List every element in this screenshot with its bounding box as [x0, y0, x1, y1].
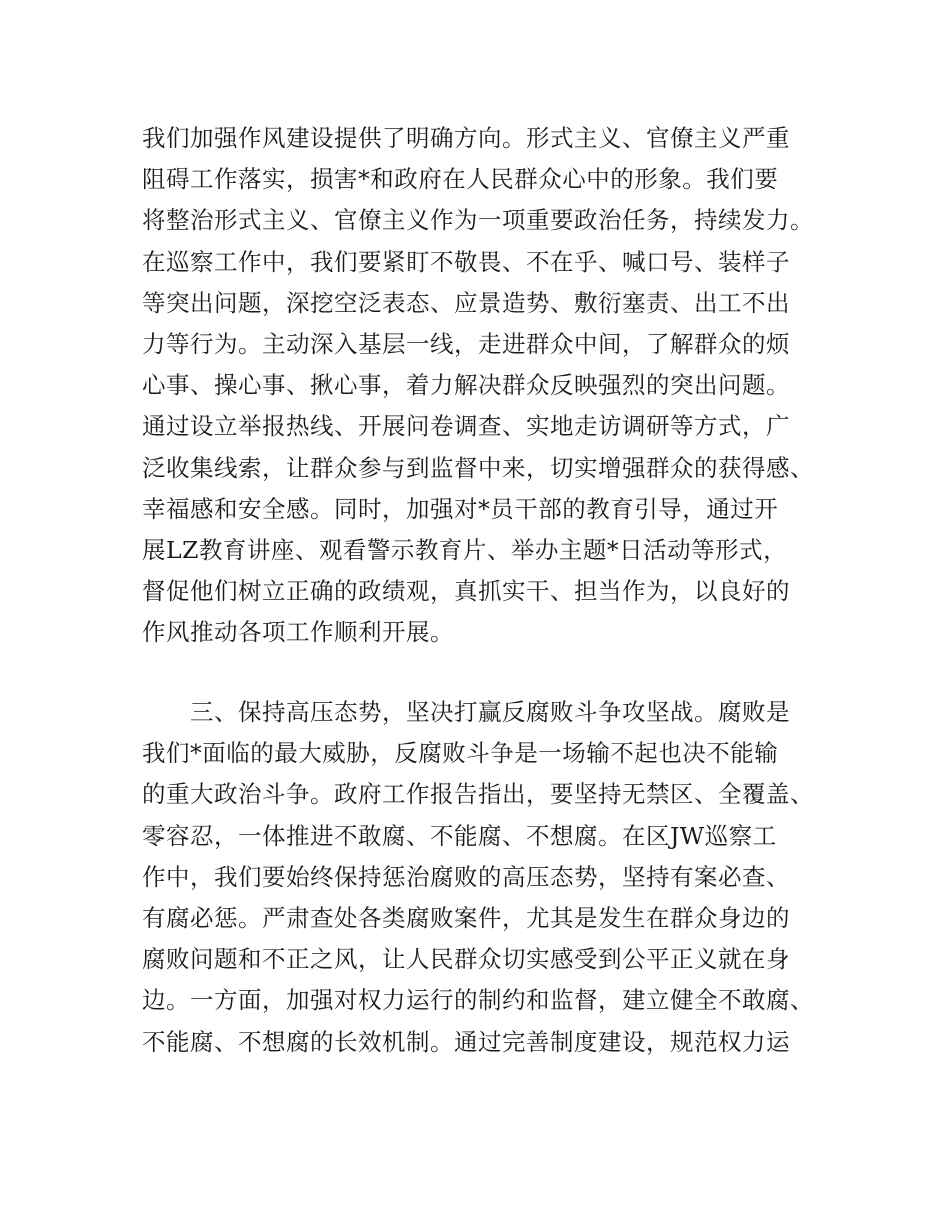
text-line: 的重大政治斗争。政府工作报告指出，要坚持无禁区、全覆盖、	[142, 780, 814, 809]
text-line: 力等行为。主动深入基层一线，走进群众中间，了解群众的烦	[142, 329, 790, 358]
text-line: 作中，我们要始终保持惩治腐败的高压态势，坚持有案必查、	[142, 862, 790, 891]
text-line: 幸福感和安全感。同时，加强对*员干部的教育引导，通过开	[142, 494, 779, 523]
paragraph-2	[142, 692, 822, 1063]
text-line: 泛收集线索，让群众参与到监督中来，切实增强群众的获得感、	[142, 453, 814, 482]
text-line: 不能腐、不想腐的长效机制。通过完善制度建设，规范权力运	[142, 1027, 790, 1056]
text-line: 边。一方面，加强对权力运行的制约和监督，建立健全不敢腐、	[142, 986, 814, 1015]
paragraph-1	[142, 118, 822, 653]
text-line: 等突出问题，深挖空泛表态、应景造势、敷衍塞责、出工不出	[142, 288, 790, 317]
text-line: 通过设立举报热线、开展问卷调查、实地走访调研等方式，广	[142, 412, 790, 441]
text-line: 心事、操心事、揪心事，着力解决群众反映强烈的突出问题。	[142, 371, 790, 400]
text-line: 腐败问题和不正之风，让人民群众切实感受到公平正义就在身	[142, 945, 790, 974]
text-line: 在巡察工作中，我们要紧盯不敬畏、不在乎、喊口号、装样子	[142, 247, 790, 276]
text-line: 作风推动各项工作顺利开展。	[142, 618, 454, 647]
text-line: 展LZ教育讲座、观看警示教育片、举办主题*日活动等形式，	[142, 535, 788, 564]
text-line: 督促他们树立正确的政绩观，真抓实干、担当作为，以良好的	[142, 577, 790, 606]
text-line: 三、保持高压态势，坚决打赢反腐败斗争攻坚战。腐败是	[190, 698, 790, 726]
text-line: 阻碍工作落实，损害*和政府在人民群众心中的形象。我们要	[142, 165, 779, 194]
text-line: 将整治形式主义、官僚主义作为一项重要政治任务，持续发力。	[142, 206, 814, 235]
text-line: 我们*面临的最大威胁，反腐败斗争是一场输不起也决不能输	[142, 739, 779, 768]
text-line: 我们加强作风建设提供了明确方向。形式主义、官僚主义严重	[142, 124, 790, 152]
text-line: 有腐必惩。严肃查处各类腐败案件，尤其是发生在群众身边的	[142, 903, 790, 932]
text-line: 零容忍，一体推进不敢腐、不能腐、不想腐。在区JW巡察工	[142, 821, 777, 850]
